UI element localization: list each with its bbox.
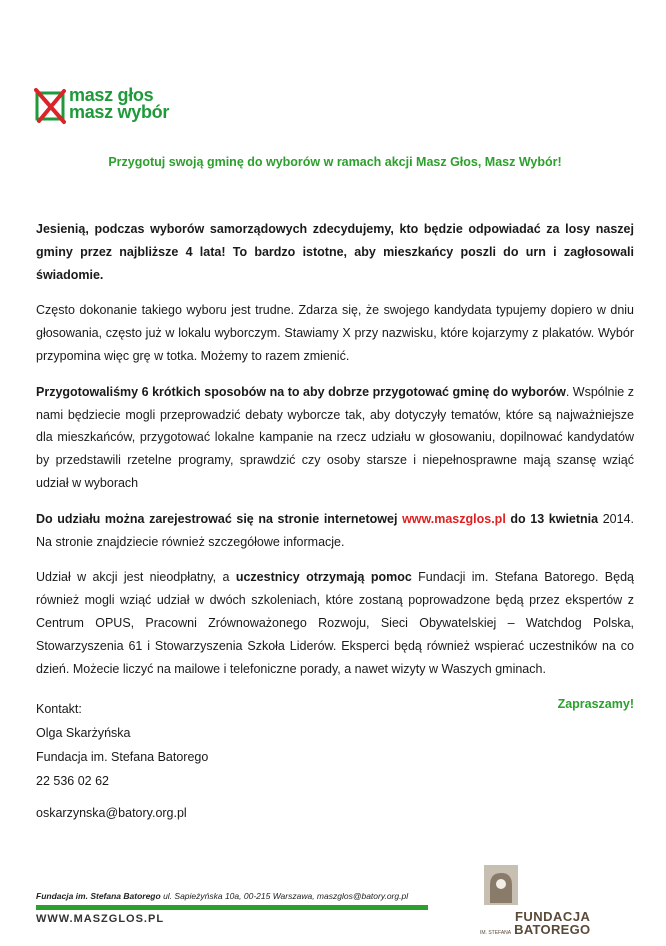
contact-label: Kontakt: [36,702,82,716]
contact-org: Fundacja im. Stefana Batorego [36,750,209,764]
footer-divider [36,905,428,910]
fund-line-2: BATOREGO [514,922,591,937]
contact-block [36,697,208,825]
page-subtitle: Przygotuj swoją gminę do wyborów w ramach akcji Masz Głos, Masz Wybór! [108,155,562,169]
paragraph-3 [36,381,634,495]
logo-line-1: masz głos [69,85,154,105]
deadline-date: do 13 kwietnia [510,511,599,526]
paragraph-3-bold: Przygotowaliśmy 6 krótkich sposobów na to aby dobrze przygotować gminę do wyborów [36,384,566,399]
paragraph-5-text-b: Fundacji im. Stefana Batorego. Będą również mogli wziąć udział w dwóch szkoleniach, które zostaną poprowadzone będą przez ekspertów z Centrum OPUS, Pracowni Zrównoważonego Rozwoju, Sieci Obywatelskiej – Watchdog Polska, Stowarzyszenia 61 i Stowarzyszenia Szkoła Liderów. Eksperci będą również wspierać uczestników na co dzień. Możecie liczyć na mailowe i telefoniczne porady, a nawet wizyty w Waszych gminach. [36,570,634,676]
paragraph-2: Często dokonanie takiego wyboru jest trudne. Zdarza się, że swojego kandydata typujemy dopiero w dniu głosowania, często już w lokalu wyborczym. Stawiamy X przy nazwisku, które kojarzymy z plakatów. Wybór przypomina więc grę w totka. Możemy to razem zmienić. [36,303,634,363]
batory-foundation-name [480,910,590,940]
paragraph-4 [36,508,634,554]
paragraph-5 [36,566,634,680]
paragraph-5-text-a: Udział w akcji jest nieodpłatny, a [36,570,236,585]
logo-line-2: masz wybór [69,102,170,122]
paragraph-3-text: . Wspólnie z nami będziecie mogli przeprowadzić debaty wyborcze tak, aby dotyczyły tematów, które są najważniejsze dla mieszkańców, przygotować lokalne kampanie na rzecz udziału w głosowaniu, dopilnować kandydatów by przedstawili rzetelne programy, sprawdzić czy osoby starsze i niepełnosprawne mają szansę wziąć udział w wyborach [36,384,634,490]
footer-address [36,891,408,901]
footer-org-name: Fundacja im. Stefana Batorego [36,891,161,901]
masz-glos-logo [34,86,204,126]
closing-invitation: Zapraszamy! [557,697,634,712]
footer-address-text: ul. Sapieżyńska 10a, 00-215 Warszawa, maszglos@batory.org.pl [160,891,409,901]
website-link[interactable]: www.maszglos.pl [402,511,506,526]
batory-foundation-logo-icon [484,865,518,905]
document-body [36,218,634,729]
fund-line-1: FUNDACJA [514,909,591,924]
footer-url[interactable]: WWW.MASZGLOS.PL [36,913,165,925]
paragraph-5-bold: uczestnicy otrzymają pomoc [235,570,412,585]
contact-name: Olga Skarżyńska [36,726,131,740]
fund-small-text: IM. STEFANA [480,930,512,936]
contact-email[interactable]: oskarzynska@batory.org.pl [36,806,187,820]
contact-phone: 22 536 02 62 [36,774,109,788]
paragraph-4-bold: Do udziału można zarejestrować się na stronie internetowej [36,511,398,526]
ballot-x-icon [34,86,74,126]
paragraph-4-text: 2014. Na stronie znajdziecie również szczegółowe informacje. [36,511,634,549]
paragraph-intro: Jesienią, podczas wyborów samorządowych zdecydujemy, kto będzie odpowiadać za losy naszej gminy przez najbliższe 4 lata! To bardzo istotne, aby mieszkańcy poszli do urn i zagłosowali świadomie. [36,222,634,282]
